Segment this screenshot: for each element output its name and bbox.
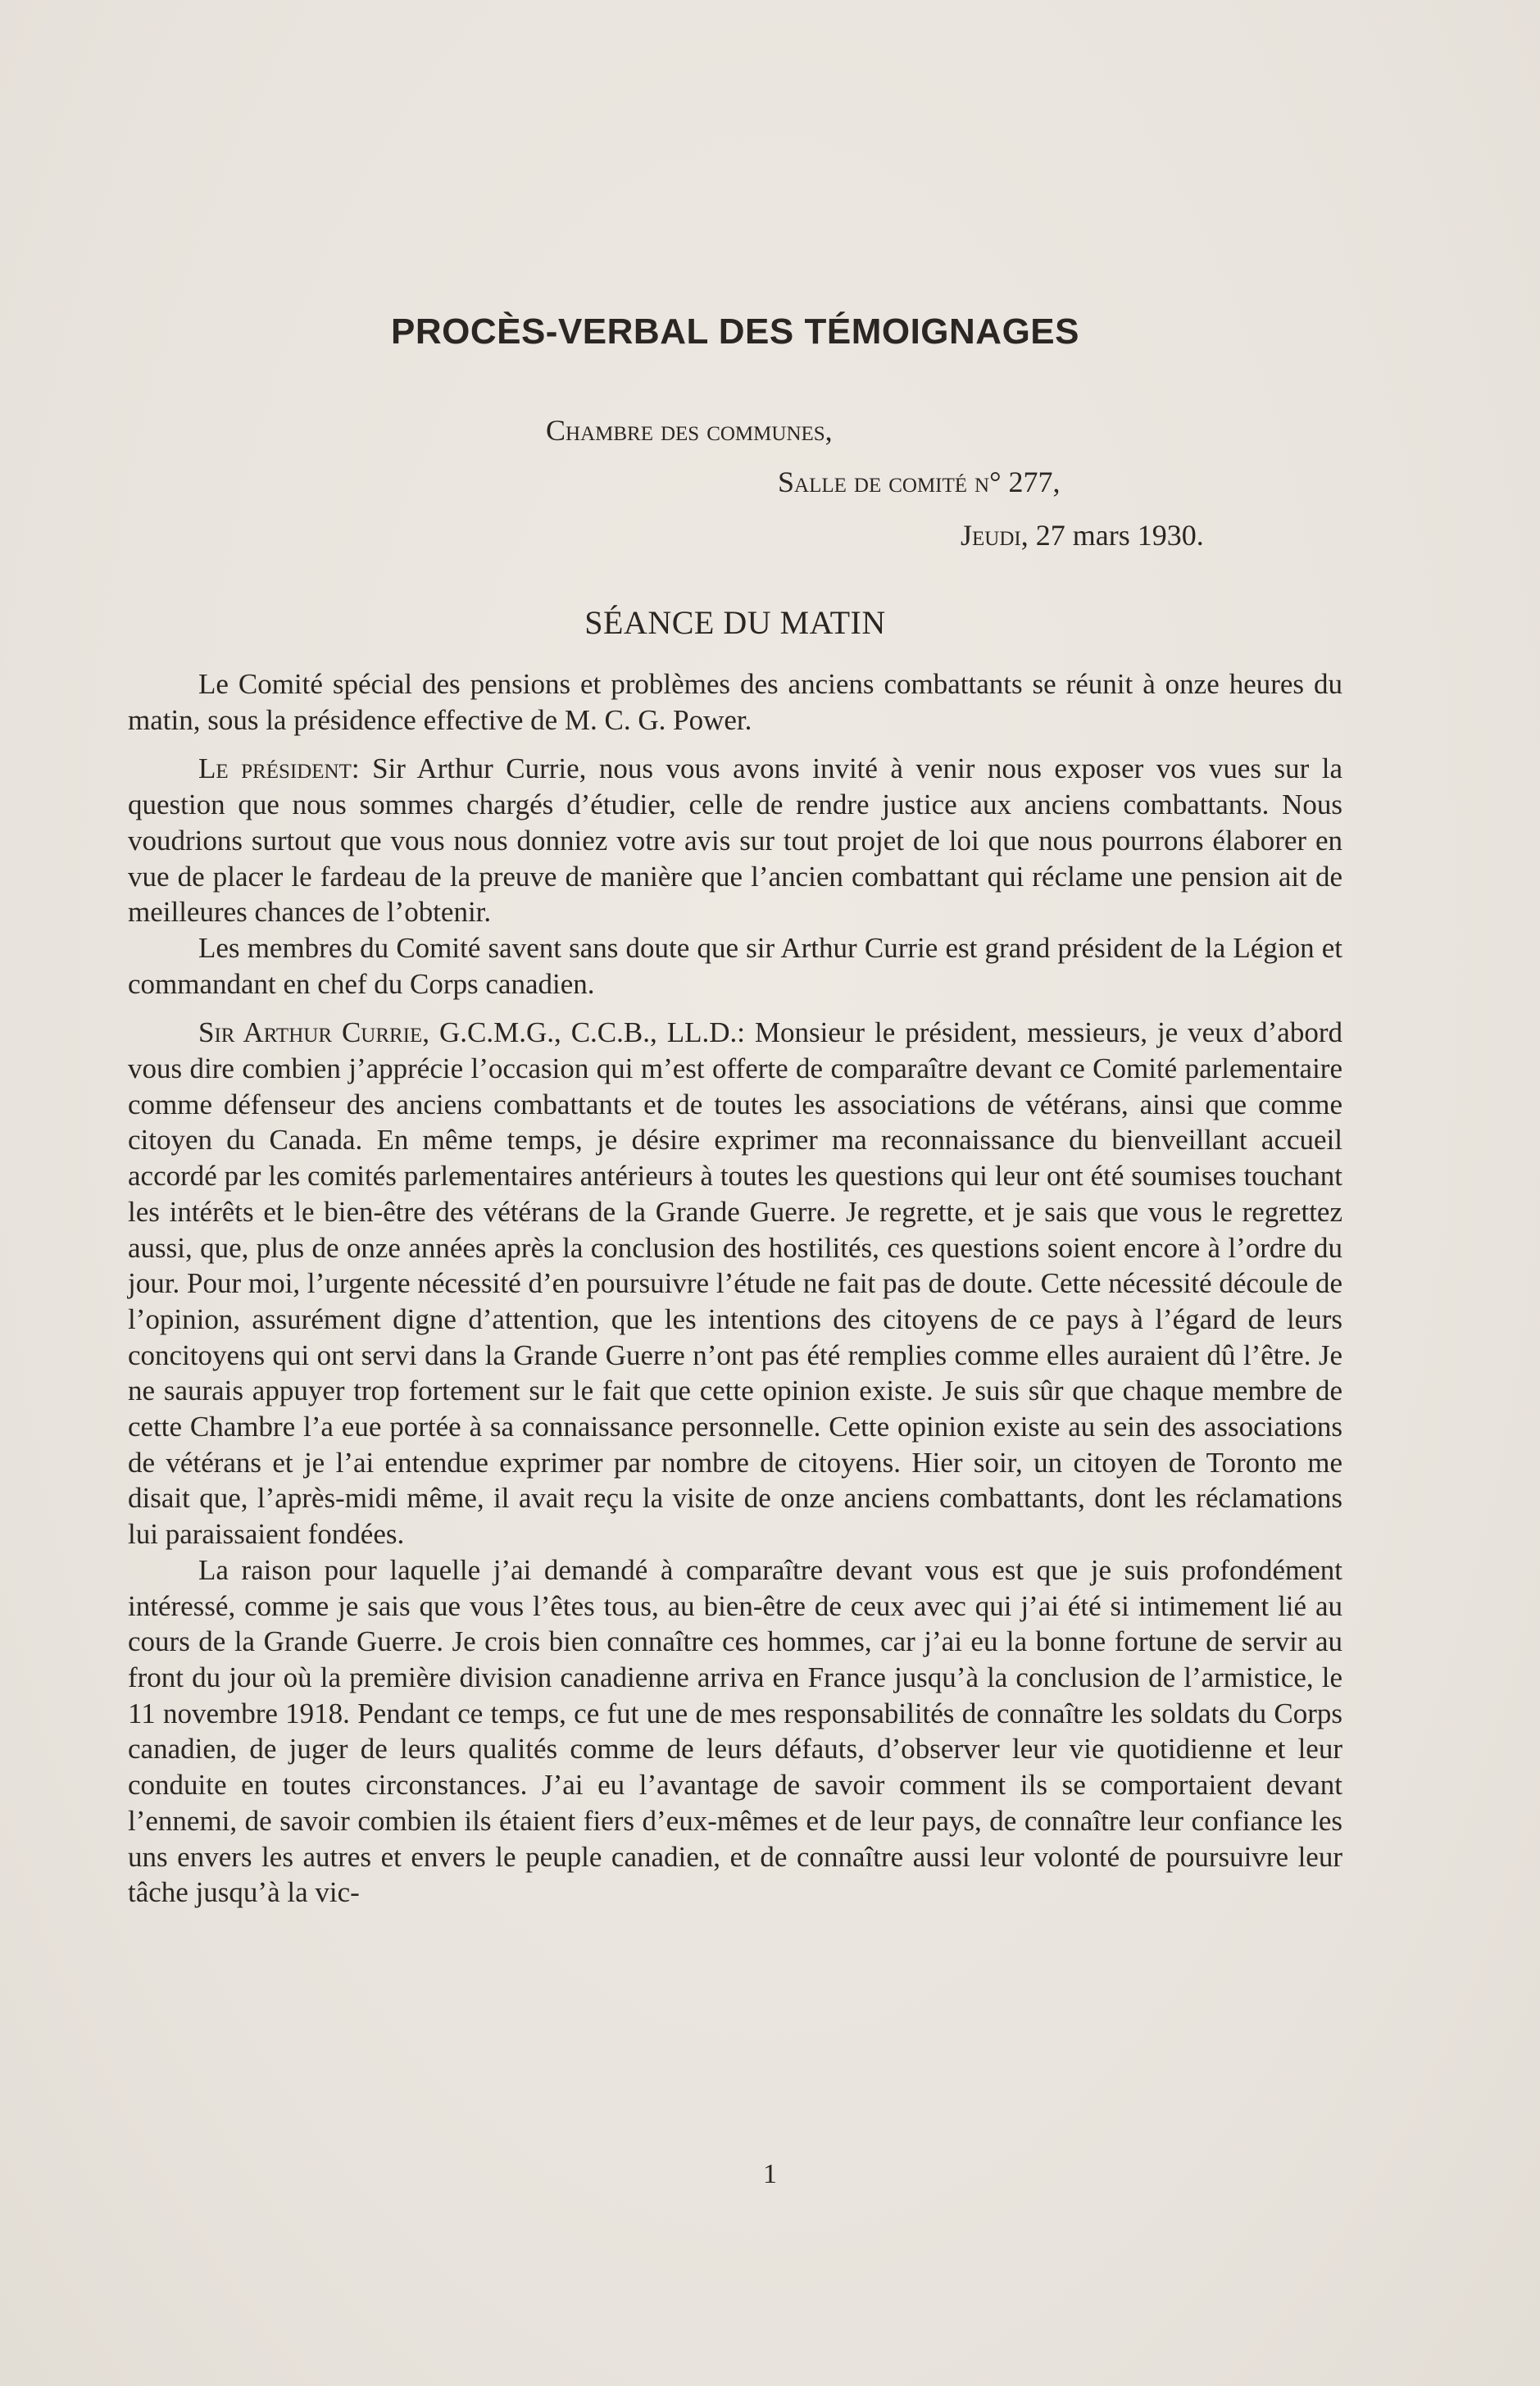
dateline-place-text: Chambre des communes, bbox=[546, 414, 833, 447]
document-title: PROCÈS-VERBAL DES TÉMOIGNAGES bbox=[390, 311, 1079, 352]
page-number: 1 bbox=[763, 2159, 777, 2189]
document-body bbox=[128, 666, 1342, 1911]
paragraph-text: Sir Arthur Currie, nous vous avons invité à venir nous exposer vos vues sur la question que nous sommes chargés d’étudier, celle de rendre justice aux anciens combattants. Nous voudrions surtout que vous nous donniez votre avis sur tout projet de loi que nous pourrons élaborer en vue de placer le fardeau de la preuve de manière que l’ancien combattant qui réclame une pension ait de meilleures chances de l’obtenir. bbox=[128, 752, 1343, 929]
dateline-date-text: 27 mars 1930. bbox=[1035, 519, 1204, 552]
paragraph-text: Les membres du Comité savent sans doute que sir Arthur Currie est grand président de la Légion et commandant en chef du Corps canadien. bbox=[128, 931, 1342, 1000]
dateline-room-number: n° 277, bbox=[974, 466, 1061, 498]
paragraph-text: G.C.M.G., C.C.B., LL.D.: Monsieur le président, messieurs, je veux d’abord vous dire combien j’apprécie l’occasion qui m’est offerte de comparaître devant ce Comité parlementaire comme défenseur des anciens combattants et de toutes les associations de vétérans, ainsi que comme citoyen du Canada. En même temps, je désire exprimer ma reconnaissance du bienveillant accueil accordé par les comités parlementaires antérieurs à toutes les questions qui leur ont été soumises touchant les intérêts et le bien-être des vétérans de la Grande Guerre. Je regrette, et je sais que vous le regrettez aussi, que, plus de onze années après la conclusion des hostilités, ces questions soient encore à l’ordre du jour. Pour moi, l’urgente nécessité d’en poursuivre l’étude ne fait pas de doute. Cette nécessité découle de l’opinion, assurément digne d’attention, que les intentions des citoyens de ce pays à l’égard de leurs concitoyens qui ont servi dans la Grande Guerre n’ont pas été remplies comme elles auraient dû l’être. Je ne saurais appuyer trop fortement sur le fait que cette opinion existe. Je suis sûr que chaque membre de cette Chambre l’a eue portée à sa connaissance personnelle. Cette opinion existe au sein des associations de vétérans et je l’ai entendue exprimer par nombre de citoyens. Hier soir, un citoyen de Toronto me disait que, l’après-midi même, il avait reçu la visite de onze anciens combattants, dont les réclamations lui paraissaient fondées. bbox=[128, 1016, 1342, 1551]
paragraph bbox=[128, 751, 1342, 930]
dateline-place bbox=[546, 413, 833, 448]
paragraph bbox=[128, 1015, 1342, 1552]
sitting-heading: SÉANCE DU MATIN bbox=[584, 604, 886, 641]
paragraph bbox=[128, 930, 1342, 1002]
dateline-day: Jeudi, bbox=[961, 519, 1029, 552]
paragraph-text: Le Comité spécial des pensions et problèmes des anciens combattants se réunit à onze heures du matin, sous la présidence effective de M. C. G. Power. bbox=[128, 668, 1342, 736]
dateline-date bbox=[961, 518, 1204, 552]
paragraph bbox=[128, 1552, 1342, 1911]
paragraph bbox=[128, 666, 1342, 738]
dateline-room bbox=[778, 465, 1061, 499]
paragraph-text: La raison pour laquelle j’ai demandé à comparaître devant vous est que je suis profondément intéressé, comme je sais que vous l’êtes tous, au bien-être de ceux avec qui j’ai été si intimement lié au cours de la Grande Guerre. Je crois bien connaître ces hommes, car j’ai eu la bonne fortune de servir au front du jour où la première division canadienne arriva en France jusqu’à la conclusion de l’armistice, le 11 novembre 1918. Pendant ce temps, ce fut une de mes responsabilités de connaître les soldats du Corps canadien, de juger de leurs qualités comme de leurs défauts, d’observer leur vie quotidienne et leur conduite en toutes circonstances. J’ai eu l’avantage de savoir comment ils se comportaient devant l’ennemi, de savoir combien ils étaient fiers d’eux-mêmes et de leur pays, de connaître leur confiance les uns envers les autres et envers le peuple canadien, et de connaître aussi leur volonté de poursuivre leur tâche jusqu’à la vic- bbox=[128, 1553, 1342, 1909]
speaker-name: Le président: bbox=[198, 752, 360, 785]
dateline-room-label: Salle de comité bbox=[778, 466, 968, 498]
speaker-name: Sir Arthur Currie, bbox=[198, 1016, 430, 1049]
